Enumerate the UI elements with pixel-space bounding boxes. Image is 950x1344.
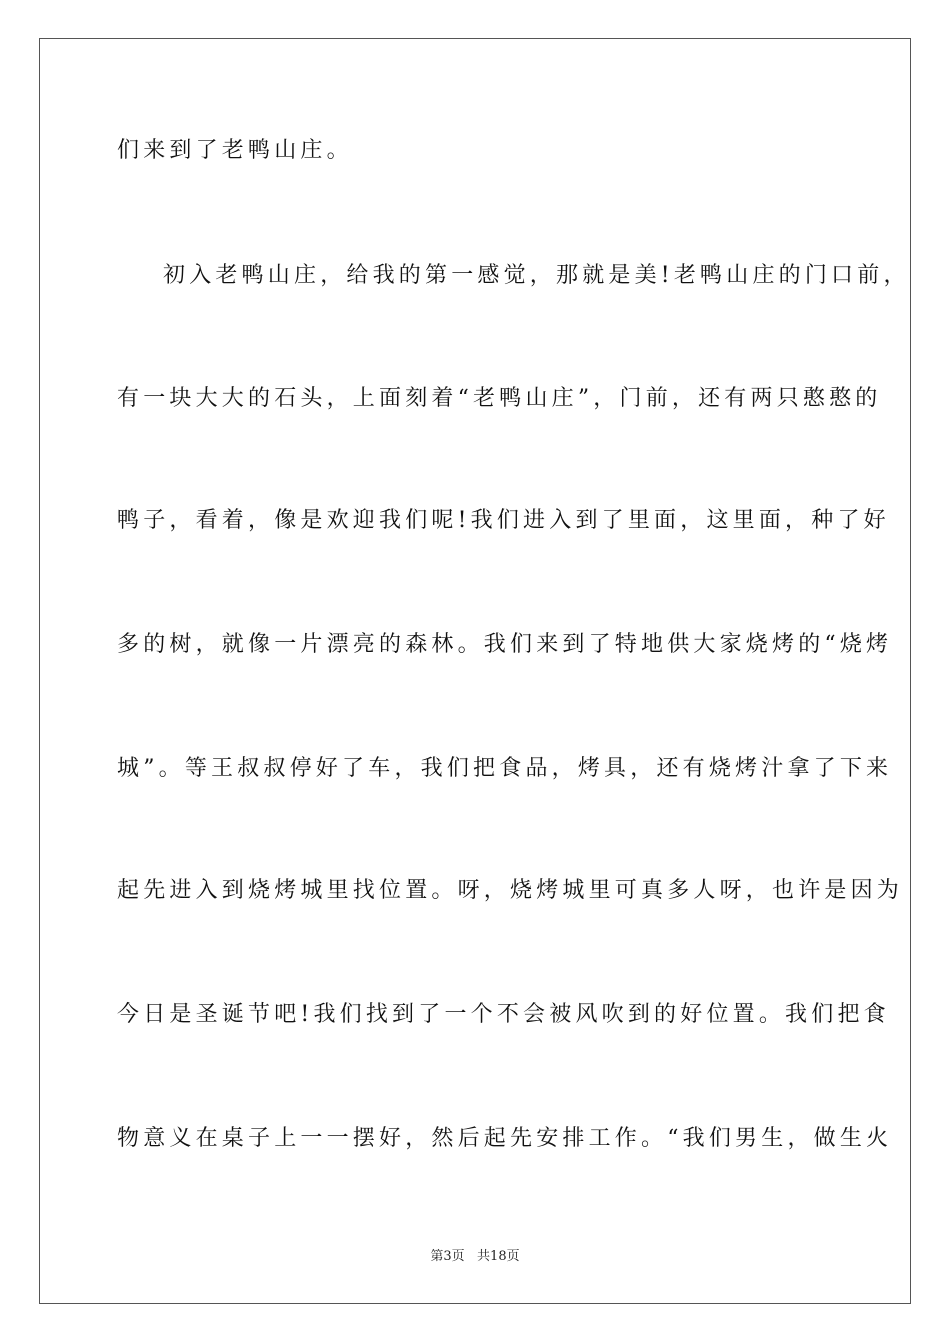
text-line-5: 多的树，就像一片漂亮的森林。我们来到了特地供大家烧烤的“烧烤: [117, 632, 893, 657]
page-border: [39, 38, 911, 1304]
text-line-7: 起先进入到烧烤城里找位置。呀，烧烤城里可真多人呀，也许是因为: [117, 878, 904, 903]
page-number-footer: 第3页 共18页: [430, 1249, 520, 1264]
text-line-8: 今日是圣诞节吧!我们找到了一个不会被风吹到的好位置。我们把食: [117, 1002, 890, 1027]
text-line-6: 城”。等王叔叔停好了车，我们把食品，烤具，还有烧烤汁拿了下来: [117, 756, 893, 781]
text-line-3: 有一块大大的石头，上面刻着“老鸭山庄”，门前，还有两只憨憨的: [117, 386, 882, 411]
text-line-4: 鸭子，看着，像是欢迎我们呢!我们进入到了里面，这里面，种了好: [117, 508, 890, 533]
text-line-9: 物意义在桌子上一一摆好，然后起先安排工作。“我们男生，做生火: [117, 1126, 893, 1151]
text-line-1: 们来到了老鸭山庄。: [117, 138, 353, 163]
text-line-2: 初入老鸭山庄，给我的第一感觉，那就是美!老鸭山庄的门口前，: [163, 263, 910, 288]
